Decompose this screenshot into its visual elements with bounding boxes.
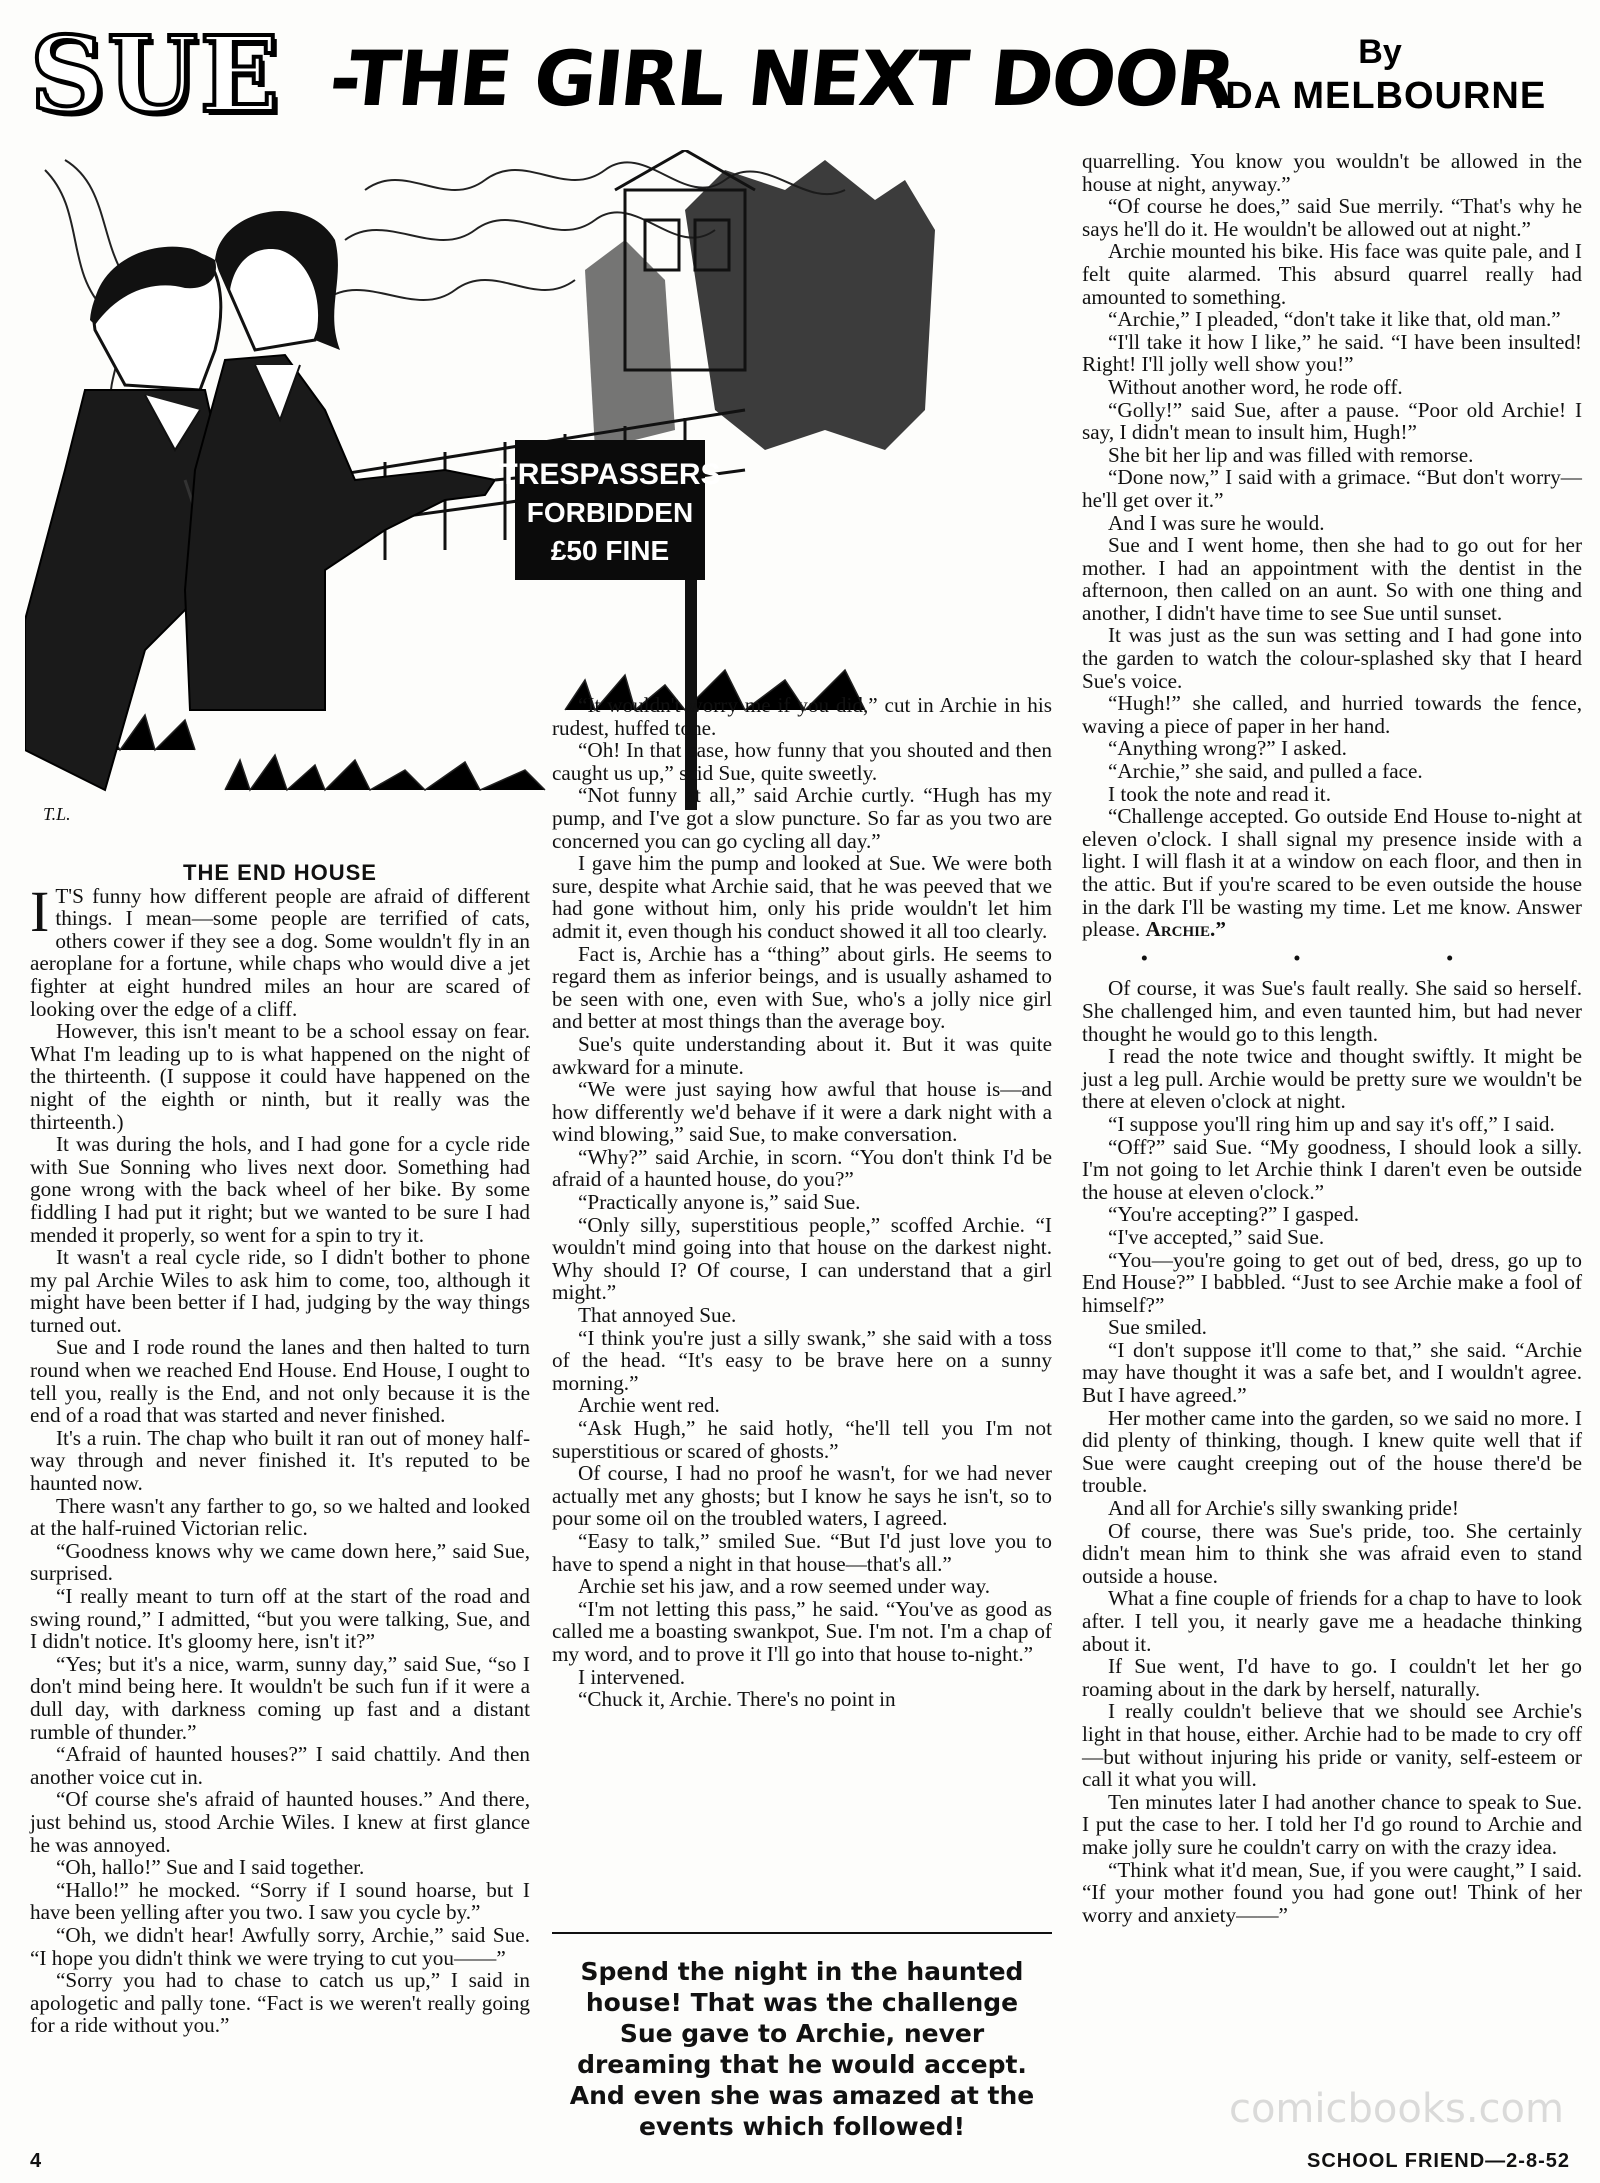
- story-title-rest: -THE GIRL NEXT DOOR: [325, 34, 1239, 123]
- paragraph: “You're accepting?” I gasped.: [1108, 1202, 1360, 1227]
- sign-text-line1: TRESPASSERS: [499, 458, 721, 491]
- paragraph: Sue's quite understanding about it. But it was quite awkward for a minute.: [552, 1031, 1052, 1079]
- paragraph-text: T'S funny how different people are afraid of different things. I mean—some people are terrified of cats, others cower if they see a dog. Some wouldn't fly in an aeroplane for a fortune, while chaps who would dive a jet fighter at eight hundred miles an hour are scared of looking over the edge of a cliff.: [30, 883, 530, 1021]
- paragraph: “Chuck it, Archie. There's no point in: [578, 1687, 896, 1712]
- paragraph: She bit her lip and was filled with remorse.: [1108, 442, 1474, 467]
- paragraph: “Think what it'd mean, Sue, if you were caught,” I said. “If your mother found you had gone out! Think of her worry and anxiety——”: [1082, 1857, 1582, 1927]
- paragraph: And all for Archie's silly swanking pride!: [1108, 1496, 1459, 1521]
- paragraph: “Yes; but it's a nice, warm, sunny day,” said Sue, “so I don't mind being here. It wouldn't be such fun if it were a dull day, with darkness coming up fast and a distant rumble of thunder.”: [30, 1651, 530, 1744]
- paragraph: “I really meant to turn off at the start of the road and swing round,” I admitted, “but you were talking, Sue, and I didn't notice. It's gloomy here, isn't it?”: [30, 1584, 530, 1654]
- author-name: IDA MELBOURNE: [1213, 75, 1547, 117]
- section-heading: THE END HOUSE: [183, 860, 377, 885]
- paragraph: Without another word, he rode off.: [1108, 374, 1403, 399]
- paragraph: Her mother came into the garden, so we said no more. I did plenty of thinking, though. I knew quite well that if Sue were caught creeping out of the house there'd be trouble.: [1082, 1405, 1582, 1498]
- paragraph: “We were just saying how awful that house is—and how differently we'd behave if it were a dark night with a wind blowing,” said Sue, to make conversation.: [552, 1077, 1052, 1147]
- paragraph: “Archie,” I pleaded, “don't take it like that, old man.”: [1108, 307, 1561, 332]
- paragraph: “You—you're going to get out of bed, dress, go up to End House?” I babbled. “Just to see Archie make a fool of himself?”: [1082, 1247, 1582, 1317]
- paragraph: There wasn't any farther to go, so we halted and looked at the half-ruined Victorian relic.: [30, 1493, 530, 1541]
- masthead: [30, 13, 1570, 136]
- paragraph: It was during the hols, and I had gone for a cycle ride with Sue Sonning who lives next door. Something had gone wrong with the back wheel of her bike. By some fiddling I had put it right; but we wanted to be sure I had mended it properly, so went for a spin to try it.: [30, 1132, 530, 1247]
- column-2: [552, 694, 1052, 1711]
- page-number: 4: [30, 2150, 42, 2172]
- byline: [1190, 32, 1570, 120]
- site-watermark: comicbooks.com: [1228, 2086, 1564, 2132]
- paragraph: quarrelling. You know you wouldn't be allowed in the house at night, anyway.”: [1082, 149, 1582, 196]
- issue-line: SCHOOL FRIEND—2-8-52: [1306, 2150, 1570, 2172]
- story-title-sue: SUE: [30, 13, 282, 136]
- paragraph: “Why?” said Archie, in scorn. “You don't think I'd be afraid of a haunted house, do you?”: [552, 1144, 1052, 1192]
- paragraph: What a fine couple of friends for a chap to have to look after. I tell you, it nearly gave me a headache thinking about it.: [1082, 1586, 1582, 1656]
- paragraph: That annoyed Sue.: [578, 1303, 737, 1328]
- paragraph: I gave him the pump and looked at Sue. We were both sure, despite what Archie said, that he was peeved that we had gone without him, only his pride wouldn't let him admit it, even though his conduct showed it all too clearly.: [552, 851, 1052, 943]
- paragraph: “Of course he does,” said Sue merrily. “That's why he says he'll do it. He wouldn't be allowed out at night.”: [1082, 194, 1582, 241]
- column-3: [1082, 150, 1582, 1926]
- note-signature: Archie.”: [1145, 917, 1226, 942]
- paragraph: “It wouldn't worry me if you did,” cut in Archie in his rudest, huffed tone.: [552, 693, 1052, 740]
- paragraph: Ten minutes later I had another chance to speak to Sue. I put the case to her. I told her I'd go round to Archie and make jolly sure he couldn't carry on with the crazy idea.: [1082, 1789, 1582, 1859]
- paragraph: However, this isn't meant to be a school essay on fear. What I'm leading up to is what happened on the night of the thirteenth. (I suppose it could have happened on the night of the eighth or ninth, but it really was the thirteenth.): [30, 1019, 530, 1134]
- paragraph: “Not funny at all,” said Archie curtly. “Hugh has my pump, and I've got a slow puncture. So far as you two are concerned you can go cycling all day.”: [552, 783, 1052, 853]
- paragraph: Sue and I rode round the lanes and then halted to turn round when we reached End House. End House, I ought to tell you, really is the End, and not only because it is the end of a road that was started and never finished.: [30, 1335, 530, 1428]
- paragraph: “Anything wrong?” I asked.: [1108, 736, 1347, 761]
- byline-by: By: [1358, 33, 1402, 71]
- sign-text-line3: £50 FINE: [550, 535, 670, 566]
- drop-cap: I: [30, 878, 50, 944]
- paragraph: Of course, there was Sue's pride, too. She certainly didn't mean him to think she was afraid even to stand outside a house.: [1082, 1518, 1582, 1588]
- paragraph: “Sorry you had to chase to catch us up,” I said in apologetic and pally tone. “Fact is we weren't really going for a ride without you.”: [30, 1968, 530, 2038]
- teaser-divider: [552, 1932, 1052, 1934]
- paragraph: “I think you're just a silly swank,” she said with a toss of the head. “It's easy to be brave here on a sunny morning.”: [552, 1325, 1052, 1395]
- paragraph: If Sue went, I'd have to go. I couldn't let her go roaming about in the dark by herself, naturally.: [1082, 1654, 1582, 1701]
- paragraph: “I've accepted,” said Sue.: [1108, 1224, 1325, 1249]
- paragraph: [30, 878, 530, 1021]
- paragraph: Archie went red.: [578, 1393, 720, 1418]
- paragraph: I took the note and read it.: [1108, 781, 1331, 806]
- paragraph: “I don't suppose it'll come to that,” she said. “Archie may have thought it was a safe bet, and I wouldn't agree. But I have agreed.”: [1082, 1337, 1582, 1408]
- paragraph: “Off?” said Sue. “My goodness, I should look a silly. I'm not going to let Archie think I daren't even be outside the house at eleven o'clock.”: [1082, 1134, 1582, 1204]
- paragraph: “Hugh!” she called, and hurried towards the fence, waving a piece of paper in her hand.: [1082, 691, 1582, 738]
- paragraph: “Goodness knows why we came down here,” said Sue, surprised.: [30, 1538, 530, 1586]
- sign-text-line2: FORBIDDEN: [526, 497, 694, 528]
- paragraph: I really couldn't believe that we should see Archie's light in that house, either. Archie had to be made to cry off—but without injuring his pride or vanity, self-esteem or call it what you will.: [1082, 1699, 1582, 1792]
- paragraph: Sue smiled.: [1108, 1315, 1207, 1340]
- paragraph: It's a ruin. The chap who built it ran out of money half-way through and never finished it. It's reputed to be haunted now.: [30, 1425, 530, 1496]
- paragraph: “Done now,” I said with a grimace. “But don't worry—he'll get over it.”: [1082, 465, 1582, 512]
- paragraph: “Archie,” she said, and pulled a face.: [1108, 759, 1423, 784]
- paragraph: Fact is, Archie has a “thing” about girls. He seems to regard them as inferior beings, and is usually ashamed to be seen with one, even with Sue, who's a jolly nice girl and better at most things than the average boy.: [552, 941, 1052, 1034]
- note-text: “Challenge accepted. Go outside End House to-night at eleven o'clock. I shall signal my presence inside with a light. I will flash it at a window on each floor, and then in the attic. But if you're scared to be even outside the house in the dark I'll be wasting my time. Let me know. Answer please.: [1082, 804, 1582, 942]
- note-paragraph: [1082, 805, 1582, 941]
- artist-signature: T.L.: [43, 804, 71, 824]
- paragraph: “Ask Hugh,” he said hotly, “he'll tell you I'm not superstitious or scared of ghosts.”: [552, 1416, 1052, 1463]
- paragraph: “Of course she's afraid of haunted houses.” And there, just behind us, stood Archie Wiles. I knew at first glance he was annoyed.: [30, 1787, 530, 1857]
- story-teaser: Spend the night in the haunted house! That was the challenge Sue gave to Archie, never dreaming that he would accept. And even she was amazed at the events which followed!: [569, 1957, 1035, 2141]
- paragraph: “Only silly, superstitious people,” scoffed Archie. “I wouldn't mind going into that house on the darkest night. Why should I? Of course, I can understand that a girl might.”: [552, 1212, 1052, 1305]
- column-1: [30, 862, 530, 2037]
- paragraph: And I was sure he would.: [1108, 510, 1325, 535]
- paragraph: “Oh, hallo!” Sue and I said together.: [56, 1855, 365, 1880]
- paragraph: “Oh! In that case, how funny that you shouted and then caught us up,” said Sue, quite sweetly.: [552, 738, 1052, 785]
- paragraph: “Hallo!” he mocked. “Sorry if I sound hoarse, but I have been yelling after you two. I saw you cycle by.”: [30, 1877, 530, 1925]
- paragraph: I read the note twice and thought swiftly. It might be just a leg pull. Archie would be pretty sure we wouldn't be there at eleven o'clock at night.: [1082, 1044, 1582, 1114]
- paragraph: Sue and I went home, then she had to go out for her mother. I had an appointment with the dentist in the afternoon, then called on an aunt. So with one thing and another, I didn't have time to see Sue until sunset.: [1082, 533, 1582, 625]
- paragraph: It was just as the sun was setting and I had gone into the garden to watch the colour-splashed sky that I heard Sue's voice.: [1082, 623, 1582, 693]
- paragraph: “Oh, we didn't hear! Awfully sorry, Archie,” said Sue. “I hope you didn't think we were trying to cut you——”: [30, 1922, 530, 1970]
- paragraph: “Easy to talk,” smiled Sue. “But I'd just love you to have to spend a night in that house—that's all.”: [552, 1528, 1052, 1576]
- paragraph: Archie mounted his bike. His face was quite pale, and I felt quite alarmed. This absurd quarrel really had amounted to something.: [1082, 239, 1582, 309]
- paragraph: It wasn't a real cycle ride, so I didn't bother to phone my pal Archie Wiles to ask him to come, too, although it might have been better if I had, judging by the way things turned out.: [30, 1245, 530, 1337]
- paragraph: I intervened.: [578, 1664, 686, 1689]
- section-break: • • •: [1140, 945, 1524, 970]
- paragraph: “Afraid of haunted houses?” I said chattily. And then another voice cut in.: [30, 1742, 530, 1789]
- paragraph: Archie set his jaw, and a row seemed under way.: [578, 1574, 991, 1599]
- paragraph: “I'll take it how I like,” he said. “I have been insulted! Right! I'll jolly well show you!”: [1082, 329, 1582, 377]
- paragraph: “Practically anyone is,” said Sue.: [578, 1190, 861, 1215]
- paragraph: Of course, it was Sue's fault really. She said so herself. She challenged him, and even taunted him, but had never thought he would go to this length.: [1082, 976, 1582, 1046]
- paragraph: “Golly!” said Sue, after a pause. “Poor old Archie! I say, I didn't mean to insult him, Hugh!”: [1082, 397, 1582, 445]
- paragraph: “I suppose you'll ring him up and say it's off,” I said.: [1108, 1111, 1555, 1136]
- paragraph: Of course, I had no proof he wasn't, for we had never actually met any ghosts; but I know he says he isn't, so to pour some oil on the troubled waters, I agreed.: [552, 1461, 1052, 1531]
- paragraph: “I'm not letting this pass,” he said. “You've as good as called me a boasting swankpot, Sue. I'm not. I'm a chap of my word, and to prove it I'll go into that house to-night.”: [552, 1596, 1052, 1666]
